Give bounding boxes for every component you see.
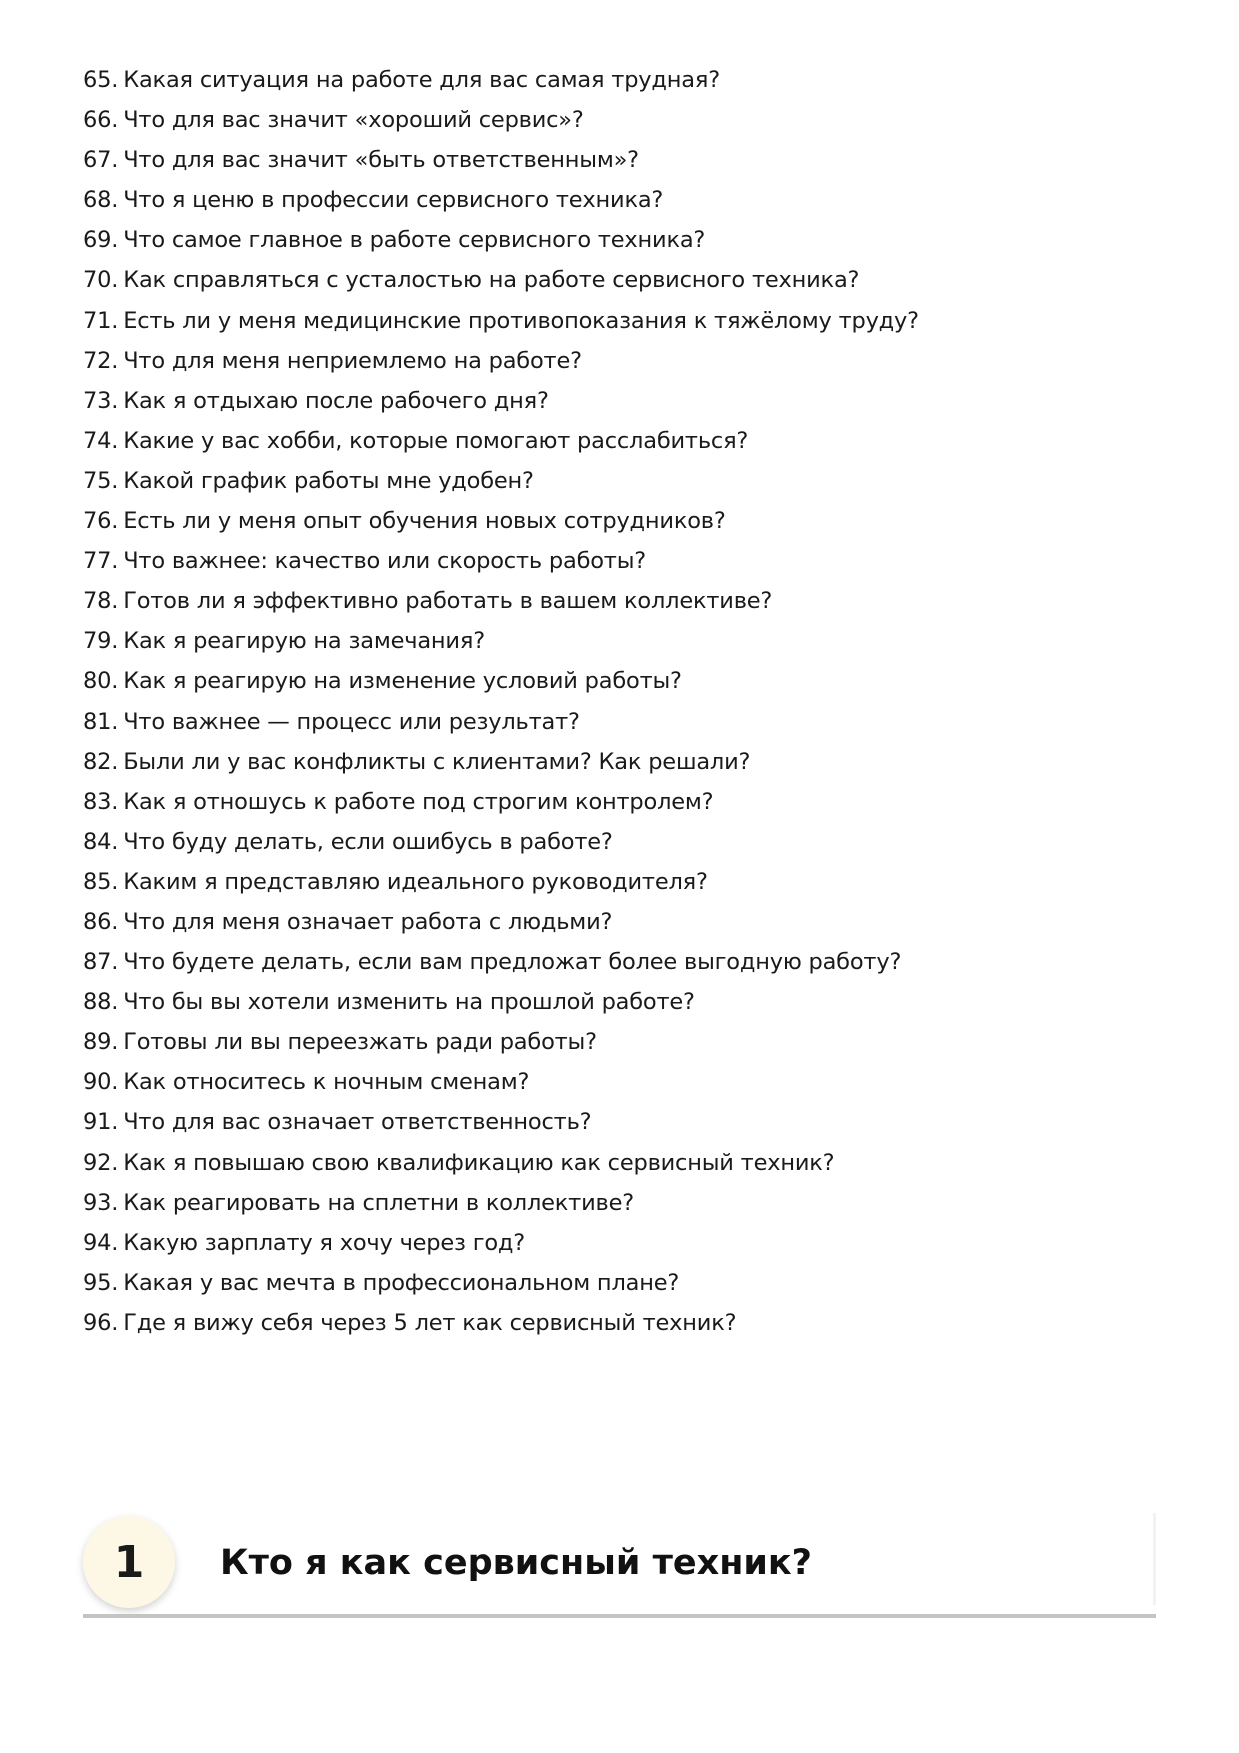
section-number-badge: 1 [83, 1516, 175, 1608]
question-item [83, 1062, 919, 1102]
question-number: 76. [83, 508, 119, 535]
question-text: Какая ситуация на работе для вас самая трудная? [123, 67, 720, 93]
question-item [83, 621, 919, 661]
question-text: Какие у вас хобби, которые помогают расслабиться? [123, 427, 749, 454]
question-item [83, 822, 919, 862]
question-item [83, 260, 919, 300]
question-text: Как я отношусь к работе под строгим контролем? [123, 788, 714, 815]
question-item [83, 60, 919, 100]
question-text: Как я повышаю свою квалификацию как сервисный техник? [123, 1149, 835, 1176]
header-edge-shadow [1153, 1513, 1156, 1605]
question-number: 73. [83, 387, 119, 414]
question-text: Есть ли у меня опыт обучения новых сотрудников? [123, 508, 726, 535]
question-number: 91. [83, 1109, 119, 1136]
question-number: 87. [83, 949, 119, 976]
question-text: Как справляться с усталостью на работе сервисного техника? [123, 267, 860, 294]
question-item [83, 702, 919, 742]
question-item [83, 942, 919, 982]
question-item [83, 501, 919, 541]
section-divider [83, 1614, 1156, 1618]
question-item [83, 862, 919, 902]
question-text: Что бы вы хотели изменить на прошлой работе? [123, 989, 695, 1016]
question-text: Какой график работы мне удобен? [123, 467, 534, 494]
question-item [83, 100, 919, 140]
question-list [83, 60, 919, 1343]
question-number: 69. [83, 227, 119, 254]
question-number: 83. [83, 788, 119, 815]
question-item [83, 982, 919, 1022]
question-text: Как я реагирую на изменение условий работы? [123, 668, 682, 695]
question-number: 65. [83, 67, 119, 93]
question-text: Были ли у вас конфликты с клиентами? Как решали? [123, 748, 751, 775]
question-number: 66. [83, 107, 119, 134]
question-item [83, 381, 919, 421]
question-item [83, 180, 919, 220]
question-number: 81. [83, 708, 119, 735]
question-item [83, 661, 919, 701]
question-item [83, 1223, 919, 1263]
question-text: Какую зарплату я хочу через год? [123, 1229, 526, 1256]
question-item [83, 1022, 919, 1062]
question-text: Что буду делать, если ошибусь в работе? [123, 828, 613, 855]
question-item [83, 341, 919, 381]
question-number: 84. [83, 828, 119, 855]
question-item [83, 220, 919, 260]
question-text: Что для вас означает ответственность? [123, 1109, 592, 1136]
question-number: 89. [83, 1029, 119, 1056]
question-item [83, 742, 919, 782]
question-text: Что будете делать, если вам предложат более выгодную работу? [123, 949, 902, 976]
question-number: 79. [83, 628, 119, 655]
question-number: 86. [83, 908, 119, 935]
question-text: Как я отдыхаю после рабочего дня? [123, 387, 549, 414]
question-text: Что для меня неприемлемо на работе? [123, 347, 582, 374]
question-item [83, 581, 919, 621]
question-text: Как я реагирую на замечания? [123, 628, 485, 655]
question-text: Что для меня означает работа с людьми? [123, 908, 613, 935]
question-text: Готовы ли вы переезжать ради работы? [123, 1029, 597, 1056]
question-number: 80. [83, 668, 119, 695]
question-text: Что для вас значит «хороший сервис»? [123, 107, 584, 134]
question-text: Что я ценю в профессии сервисного техника? [123, 187, 664, 214]
question-number: 78. [83, 588, 119, 615]
question-item [83, 1183, 919, 1223]
question-number: 67. [83, 147, 119, 174]
question-item [83, 421, 919, 461]
question-item [83, 140, 919, 180]
question-text: Что для вас значит «быть ответственным»? [123, 147, 639, 174]
question-text: Что самое главное в работе сервисного техника? [123, 227, 706, 254]
question-number: 93. [83, 1189, 119, 1216]
question-text: Как реагировать на сплетни в коллективе? [123, 1189, 634, 1216]
question-text: Что важнее — процесс или результат? [123, 708, 580, 735]
question-text: Готов ли я эффективно работать в вашем коллективе? [123, 588, 773, 615]
question-number: 75. [83, 467, 119, 494]
question-number: 74. [83, 427, 119, 454]
question-text: Что важнее: качество или скорость работы? [123, 548, 647, 575]
section-title: Кто я как сервисный техник? [220, 1543, 812, 1583]
question-item [83, 1263, 919, 1303]
question-number: 71. [83, 307, 119, 334]
question-item [83, 1143, 919, 1183]
question-number: 72. [83, 347, 119, 374]
question-number: 77. [83, 548, 119, 575]
question-text: Каким я представляю идеального руководителя? [123, 868, 708, 895]
question-item [83, 1303, 919, 1343]
question-number: 70. [83, 267, 119, 294]
question-number: 85. [83, 868, 119, 895]
question-number: 95. [83, 1269, 119, 1296]
question-number: 92. [83, 1149, 119, 1176]
question-item [83, 782, 919, 822]
question-item [83, 902, 919, 942]
question-item [83, 541, 919, 581]
question-item [83, 461, 919, 501]
question-text: Какая у вас мечта в профессиональном плане? [123, 1269, 680, 1296]
section-header [83, 1505, 1156, 1617]
question-item [83, 301, 919, 341]
question-item [83, 1102, 919, 1142]
question-number: 96. [83, 1309, 119, 1336]
question-text: Как относитесь к ночным сменам? [123, 1069, 530, 1096]
question-number: 68. [83, 187, 119, 214]
question-number: 88. [83, 989, 119, 1016]
question-text: Есть ли у меня медицинские противопоказания к тяжёлому труду? [123, 307, 919, 334]
question-number: 94. [83, 1229, 119, 1256]
question-text: Где я вижу себя через 5 лет как сервисный техник? [123, 1309, 737, 1336]
question-number: 82. [83, 748, 119, 775]
question-number: 90. [83, 1069, 119, 1096]
